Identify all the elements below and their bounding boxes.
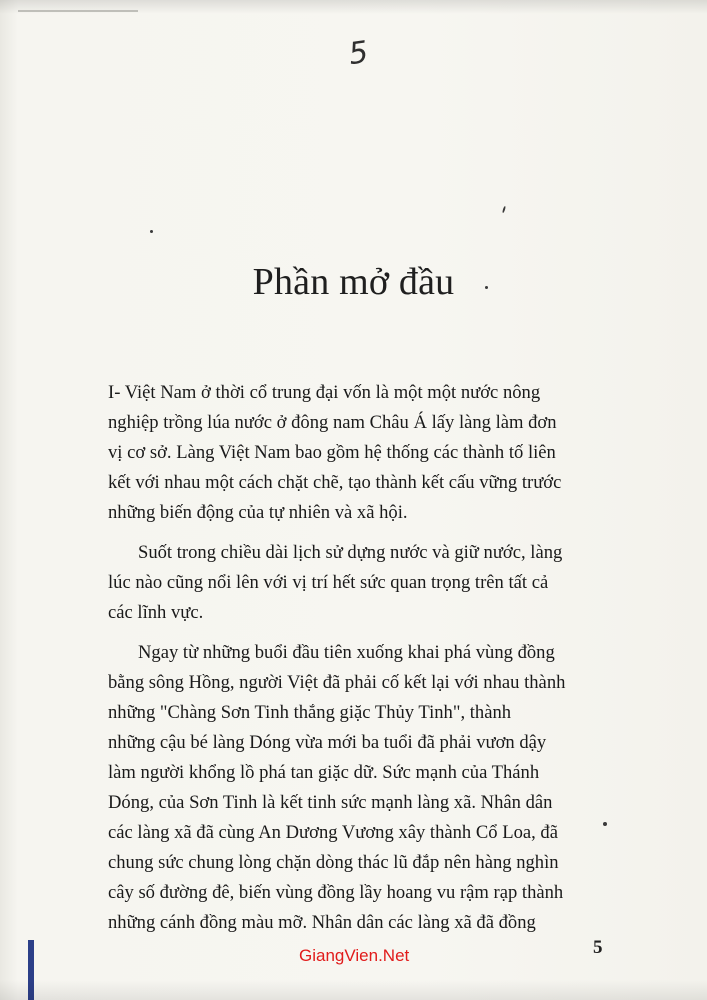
text-line: Ngay từ những buổi đầu tiên xuống khai phá vùng đồng xyxy=(138,642,555,663)
text-line: những cậu bé làng Dóng vừa mới ba tuổi đã phải vươn dậy xyxy=(108,732,547,753)
scan-top-rule xyxy=(18,10,138,12)
watermark-text: GiangVien.Net xyxy=(299,946,410,965)
text-line: lúc nào cũng nổi lên với vị trí hết sức quan trọng trên tất cả xyxy=(108,572,549,593)
paragraph-3 xyxy=(108,638,604,938)
text-line: làm người khổng lồ phá tan giặc dữ. Sức mạnh của Thánh xyxy=(108,762,540,783)
text-line: những cánh đồng màu mỡ. Nhân dân các làng xã đã đồng xyxy=(108,912,536,933)
text-line: nghiệp trồng lúa nước ở đông nam Châu Á lấy làng làm đơn xyxy=(108,412,557,433)
text-line: kết với nhau một cách chặt chẽ, tạo thành kết cấu vững trước xyxy=(108,472,562,493)
scan-speck xyxy=(485,286,488,289)
text-line: chung sức chung lòng chặn dòng thác lũ đắp nên hàng nghìn xyxy=(108,852,559,873)
text-line: vị cơ sở. Làng Việt Nam bao gồm hệ thống các thành tố liên xyxy=(108,442,556,463)
chapter-title: Phần mở đầu xyxy=(252,261,455,303)
handwritten-page-mark: 5 xyxy=(346,34,371,73)
text-line: các lĩnh vực. xyxy=(108,602,204,623)
scan-bottom-shade xyxy=(0,980,707,1000)
paragraph-gap xyxy=(108,528,604,538)
text-line: Dóng, của Sơn Tinh là kết tinh sức mạnh làng xã. Nhân dân xyxy=(108,792,553,813)
paragraph-gap xyxy=(108,628,604,638)
scan-speck xyxy=(502,206,506,213)
text-line: I- Việt Nam ở thời cổ trung đại vốn là một một nước nông xyxy=(108,382,541,403)
text-line: những biến động của tự nhiên và xã hội. xyxy=(108,502,408,523)
text-line: các làng xã đã cùng An Dương Vương xây thành Cổ Loa, đã xyxy=(108,822,558,843)
paragraph-2 xyxy=(108,538,604,628)
text-line: những "Chàng Sơn Tinh thắng giặc Thủy Tinh", thành xyxy=(108,702,512,723)
body-text xyxy=(108,378,604,938)
scan-speck xyxy=(603,822,607,826)
page-number: 5 xyxy=(593,937,603,958)
scan-speck xyxy=(150,230,153,233)
text-line: Suốt trong chiều dài lịch sử dựng nước và giữ nước, làng xyxy=(138,542,563,563)
text-line: cây số đường đê, biến vùng đồng lầy hoang vu rậm rạp thành xyxy=(108,882,564,903)
text-line: bằng sông Hồng, người Việt đã phải cố kết lại với nhau thành xyxy=(108,672,566,693)
paragraph-1 xyxy=(108,378,604,528)
